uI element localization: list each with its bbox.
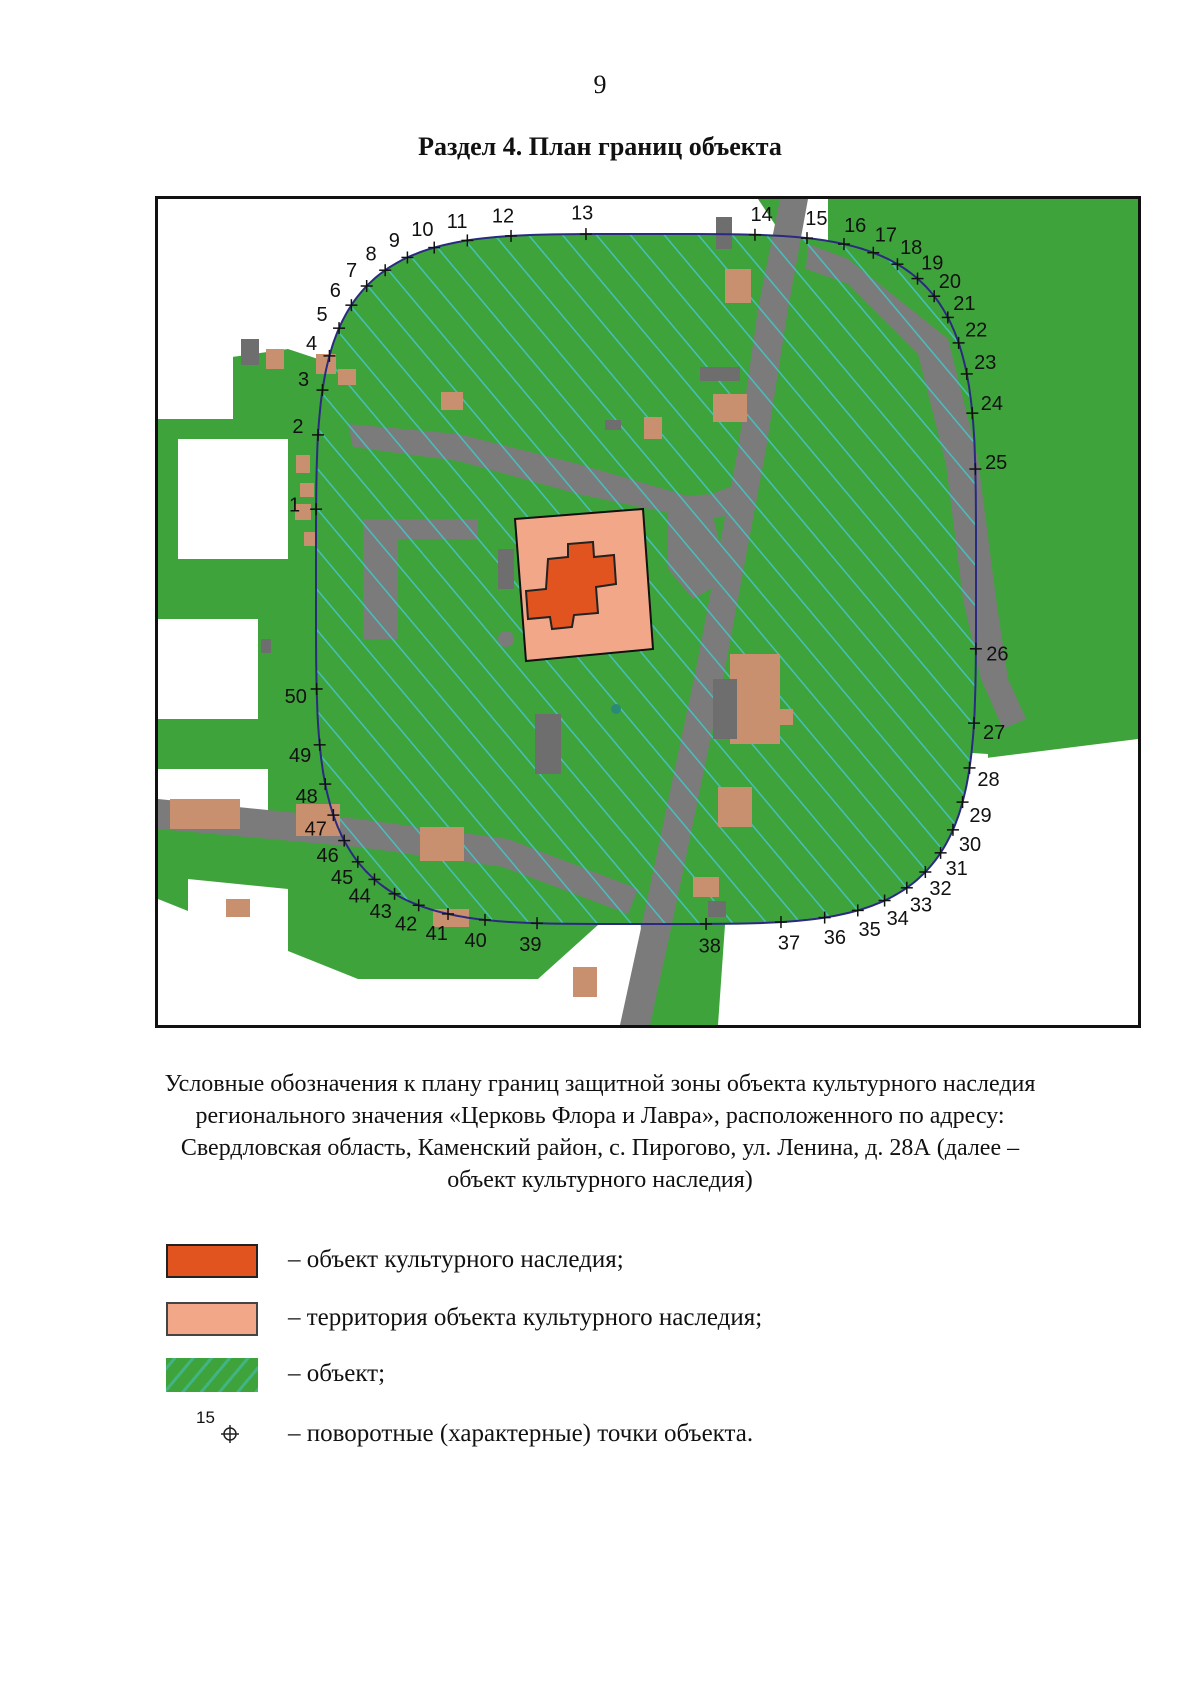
turning-point-label: 21: [953, 293, 976, 315]
turning-point-label: 2: [292, 416, 304, 438]
turning-point-label: 37: [777, 932, 801, 955]
turning-point-symbol-label: 15: [196, 1408, 215, 1427]
turning-point-label: 50: [284, 685, 307, 708]
turning-point-label: 10: [411, 219, 434, 241]
turning-point-label: 5: [316, 304, 328, 327]
legend-item-object: [160, 1354, 1060, 1394]
turning-point-label: 29: [969, 804, 992, 827]
page-number: 9: [593, 70, 607, 99]
legend-swatch-heritage-object: [166, 1244, 258, 1278]
turning-point-label: 7: [345, 260, 358, 283]
turning-point-label: 43: [369, 901, 392, 923]
turning-point-label: 24: [980, 393, 1004, 416]
turning-point-label: 19: [921, 252, 944, 275]
turning-point-label: 33: [909, 894, 933, 917]
turning-point-label: 13: [571, 202, 594, 225]
turning-point-label: 31: [945, 857, 968, 880]
turning-point-label: 4: [305, 333, 318, 356]
boundary-map: [155, 196, 1141, 1028]
turning-point-label: 40: [464, 929, 487, 952]
turning-point-label: 9: [388, 229, 400, 252]
turning-point: [395, 899, 425, 935]
turning-point-label: 42: [394, 913, 418, 936]
legend-label: – объект;: [288, 1360, 386, 1387]
turning-point-label: 48: [295, 785, 318, 808]
turning-point-label: 1: [289, 494, 301, 517]
crosshair-icon: [196, 1408, 256, 1450]
turning-point-label: 49: [288, 744, 312, 767]
turning-point-label: 34: [886, 908, 909, 931]
turning-point-label: 45: [330, 867, 354, 890]
turning-point-label: 11: [446, 211, 468, 233]
turning-point-label: 8: [365, 243, 377, 266]
turning-point-label: 14: [750, 203, 773, 226]
turning-point-label: 12: [491, 205, 515, 228]
turning-point-label: 23: [974, 352, 997, 375]
section-title: Раздел 4. План границ объекта: [418, 132, 782, 161]
turning-point: [296, 778, 332, 808]
turning-point-label: 15: [805, 208, 828, 231]
legend-swatch-heritage-territory: [166, 1302, 258, 1336]
turning-point-label: 41: [425, 922, 448, 945]
turning-point-label: 26: [986, 643, 1009, 666]
legend-label: – территория объекта культурного наследия;: [288, 1304, 763, 1331]
legend-item-turning-points: [160, 1408, 1060, 1454]
legend-swatch-object: [166, 1358, 258, 1392]
legend-caption: Условные обозначения к плану границ защитной зоны объекта культурного наследия регионального значения «Церковь Флора и Лавра», расположенного по адресу: Свердловская область, Каменский район, с. Пирогово, ул. Ленина, д. 28А (далее – объект культурного наследия): [164, 1071, 1036, 1193]
turning-point-label: 27: [982, 722, 1006, 744]
turning-point-label: 39: [519, 934, 542, 957]
turning-point-label: 47: [304, 818, 327, 841]
turning-point-label: 38: [698, 935, 721, 958]
turning-point-label: 17: [874, 224, 898, 247]
turning-point-label: 30: [958, 833, 982, 856]
turning-point-label: 20: [938, 270, 962, 293]
turning-point-label: 16: [844, 215, 867, 238]
map-canvas: [158, 199, 1138, 1025]
turning-point-label: 32: [929, 877, 952, 900]
turning-point-symbol: [196, 1408, 256, 1450]
turning-point-label: 35: [858, 919, 881, 941]
turning-point-label: 36: [823, 927, 847, 949]
turning-point-label: 3: [297, 369, 310, 391]
turning-point: [961, 352, 997, 380]
legend-label: – объект культурного наследия;: [288, 1246, 624, 1273]
turning-point-label: 18: [900, 237, 923, 259]
turning-point-label: 46: [316, 845, 339, 867]
legend-label: – поворотные (характерные) точки объекта.: [288, 1420, 754, 1447]
legend-item-heritage-territory: [160, 1298, 1060, 1338]
turning-point-label: 28: [977, 769, 1000, 791]
turning-point-label: 25: [985, 452, 1008, 475]
turning-point-label: 22: [965, 319, 988, 342]
turning-point-label: 6: [329, 280, 341, 303]
turning-point-label: 44: [348, 885, 371, 908]
legend-item-heritage-object: [160, 1240, 1060, 1280]
